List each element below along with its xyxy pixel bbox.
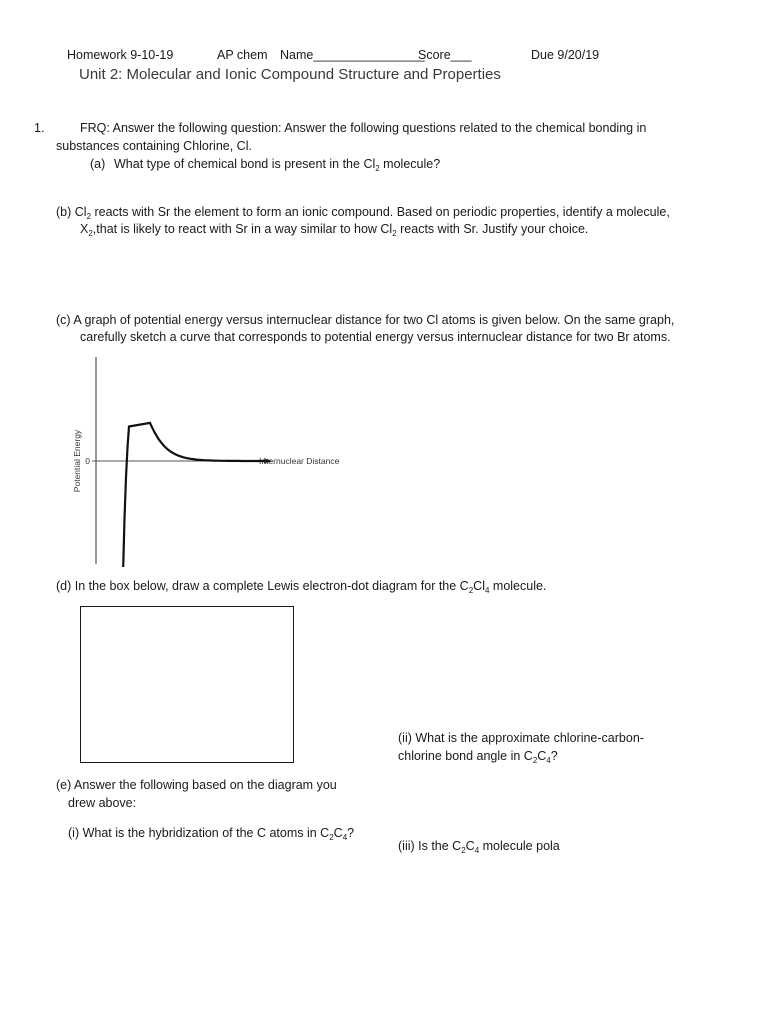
part-e-ii-line2: chlorine bond angle in $C_2C_4$? [398,749,558,765]
header-homework: Homework 9-10-19 [67,48,174,62]
question-number: 1. [34,121,45,135]
question-intro-line2: substances containing Chlorine, Cl. [56,139,252,153]
part-e-line1: (e) Answer the following based on the diagram you [56,778,337,792]
header-score-field: Score___ [418,48,472,62]
unit-title: Unit 2: Molecular and Ionic Compound Structure and Properties [79,66,501,83]
cl2-potential-curve [120,423,270,567]
lewis-structure-answer-box[interactable] [80,606,294,763]
part-e-iii-question: (iii) Is the $C_2C_4$ molecule pola [398,839,560,855]
part-a-question: What type of chemical bond is present in the $Cl_2$ molecule? [114,157,441,173]
header-course: AP chem [217,48,268,62]
part-c-line1: (c) A graph of potential energy versus internuclear distance for two Cl atoms is given below. On the same graph, [56,313,675,327]
header-due-date: Due 9/20/19 [531,48,600,62]
part-b-line2: $X_2,that$ is likely to react with Sr in a way similar to how $Cl_2$ reacts with Sr. Justify your choice. [80,222,589,238]
part-e-ii-line1: (ii) What is the approximate chlorine-carbon- [398,731,644,745]
potential-energy-graph [66,352,366,567]
part-e-line2: drew above: [68,796,137,810]
part-a-label: (a) [90,157,106,171]
question-intro-line1: FRQ: Answer the following question: Answer the following questions related to the chemical bonding in [80,121,647,135]
part-c-line2: carefully sketch a curve that corresponds to potential energy versus internuclear distance for two Br atoms. [80,330,671,344]
header-name-field: Name________________ [280,48,425,62]
part-e-i-question: (i) What is the hybridization of the C atoms in $C_2C_4$? [68,826,355,842]
y-tick-label-zero: 0 [85,456,90,466]
x-axis-label: Internuclear Distance [259,456,340,466]
y-axis-label: Potential Energy [72,429,82,493]
part-b-line1: (b) $Cl_2$ reacts with Sr the element to form an ionic compound. Based on periodic properties, identify a molecule, [56,205,670,221]
part-d-question: (d) In the box below, draw a complete Lewis electron-dot diagram for the $C_2Cl_4$ molecule. [56,579,547,595]
